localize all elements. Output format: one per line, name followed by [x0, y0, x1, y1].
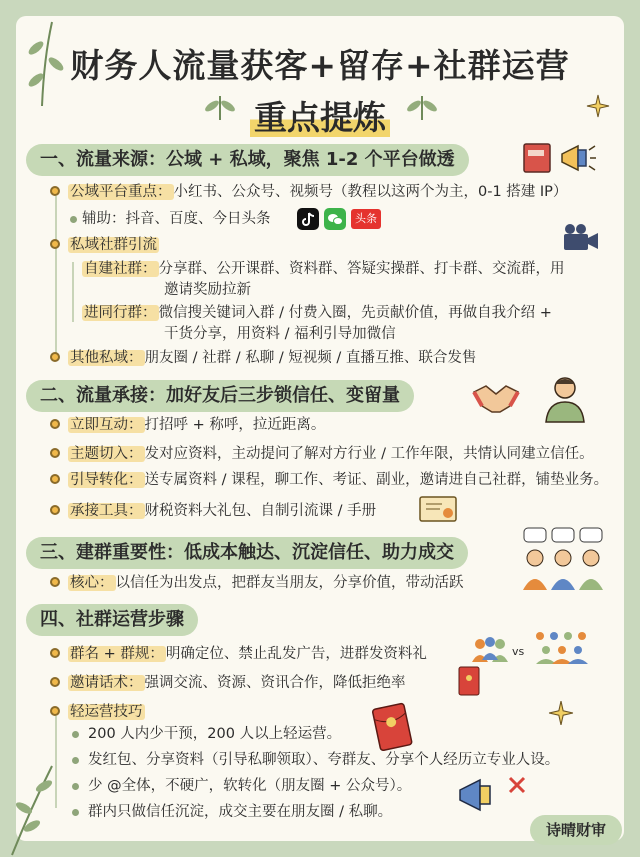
tip-item: 200 人内少干预，200 人以上轻运营。	[88, 726, 342, 742]
bullet-dot	[50, 706, 60, 716]
page-title: 财务人流量获客+留存+社群运营	[70, 46, 570, 85]
toutiao-tag: 头条	[351, 209, 381, 229]
bullet-dot	[50, 505, 60, 515]
list-item: 核心： 以信任为出发点，把群友当朋友，分享价值，带动活跃	[70, 575, 464, 591]
author-badge: 诗晴财审	[530, 815, 622, 845]
list-item: 其他私域： 朋友圈 / 社群 / 私聊 / 短视频 / 直播互推、联合发售	[70, 350, 477, 366]
vs-label: vs	[512, 645, 525, 658]
section-heading-1: 一、流量来源：公域 + 私域，聚焦 1-2 个平台做透	[26, 144, 469, 176]
section-heading-4: 四、社群运营步骤	[26, 604, 198, 636]
megaphone-icon	[558, 140, 598, 176]
video-camera-icon	[560, 222, 600, 252]
tree-line	[55, 716, 57, 808]
tip-item: 少 @全体，不硬广，软转化（朋友圈 + 公众号）。	[88, 778, 412, 794]
certificate-icon	[418, 495, 458, 525]
bullet-dot	[72, 757, 79, 764]
page-subtitle: 重点提炼	[0, 92, 640, 139]
list-item: 进同行群： 微信搜关键词入群 / 付费入圈，先贡献价值，再做自我介绍 +	[84, 305, 552, 321]
bullet-dot	[50, 186, 60, 196]
list-item: 自建社群： 分享群、公开课群、资料群、答疑实操群、打卡群、交流群，用	[84, 261, 565, 277]
bullet-dot	[50, 648, 60, 658]
bullet-dot	[72, 731, 79, 738]
tiktok-icon	[297, 208, 319, 230]
list-item-cont: 干货分享，用资料 / 福利引导加微信	[164, 326, 396, 342]
red-envelope-icon	[370, 700, 414, 752]
list-item: 私域社群引流	[70, 237, 157, 253]
handshake-icon	[470, 380, 522, 418]
bullet-dot	[70, 216, 77, 223]
list-item: 主题切入： 发对应资料，主动提问了解对方行业 / 工作年限，共情认同建立信任。	[70, 446, 594, 462]
list-item: 群名 + 群规： 明确定位、禁止乱发广告，进群发资料礼	[70, 646, 427, 662]
bullet-dot	[50, 474, 60, 484]
list-item: 公域平台重点： 小红书、公众号、视频号（教程以这两个为主，0-1 搭建 IP）	[70, 184, 568, 200]
group-icon	[470, 634, 510, 664]
wechat-icon	[324, 208, 346, 230]
person-icon	[538, 372, 592, 424]
bullet-dot	[50, 577, 60, 587]
bullet-dot	[50, 419, 60, 429]
list-item: 承接工具： 财税资料大礼包、自制引流课 / 手册	[70, 503, 377, 519]
tree-line	[55, 196, 57, 356]
bullet-dot	[50, 677, 60, 687]
tip-item: 发红包、分享资料（引导私聊领取）、夸群友、分享个人经历立专业人设。	[88, 752, 560, 768]
list-item: 立即互动： 打招呼 + 称呼，拉近距离。	[70, 417, 326, 433]
list-item: 引导转化： 送专属资料 / 课程，聊工作、考证、副业，邀请进自己社群，铺垫业务。	[70, 472, 609, 488]
group-icon	[528, 628, 598, 666]
book-icon	[520, 140, 556, 176]
bullet-dot	[72, 809, 79, 816]
tip-item: 群内只做信任沉淀，成交主要在朋友圈 / 私聊。	[88, 804, 393, 820]
list-item: 邀请话术： 强调交流、资源、资讯合作，降低拒绝率	[70, 675, 406, 691]
bullet-dot	[50, 448, 60, 458]
list-item-cont: 邀请奖励拉新	[164, 282, 251, 298]
sparkle-icon	[548, 700, 574, 726]
bullet-dot	[72, 783, 79, 790]
tree-line	[72, 262, 74, 322]
red-envelope-icon	[458, 666, 480, 696]
list-item: 辅助：抖音、百度、今日头条	[82, 211, 271, 227]
bullet-dot	[50, 239, 60, 249]
close-icon	[506, 774, 528, 796]
list-item: 轻运营技巧	[70, 704, 143, 720]
chat-people-icon	[518, 526, 608, 592]
leaf-icon	[2, 760, 62, 857]
section-heading-2: 二、流量承接：加好友后三步锁信任、变留量	[26, 380, 414, 412]
bullet-dot	[50, 352, 60, 362]
section-heading-3: 三、建群重要性：低成本触达、沉淀信任、助力成交	[26, 537, 468, 569]
megaphone-icon	[456, 774, 504, 816]
